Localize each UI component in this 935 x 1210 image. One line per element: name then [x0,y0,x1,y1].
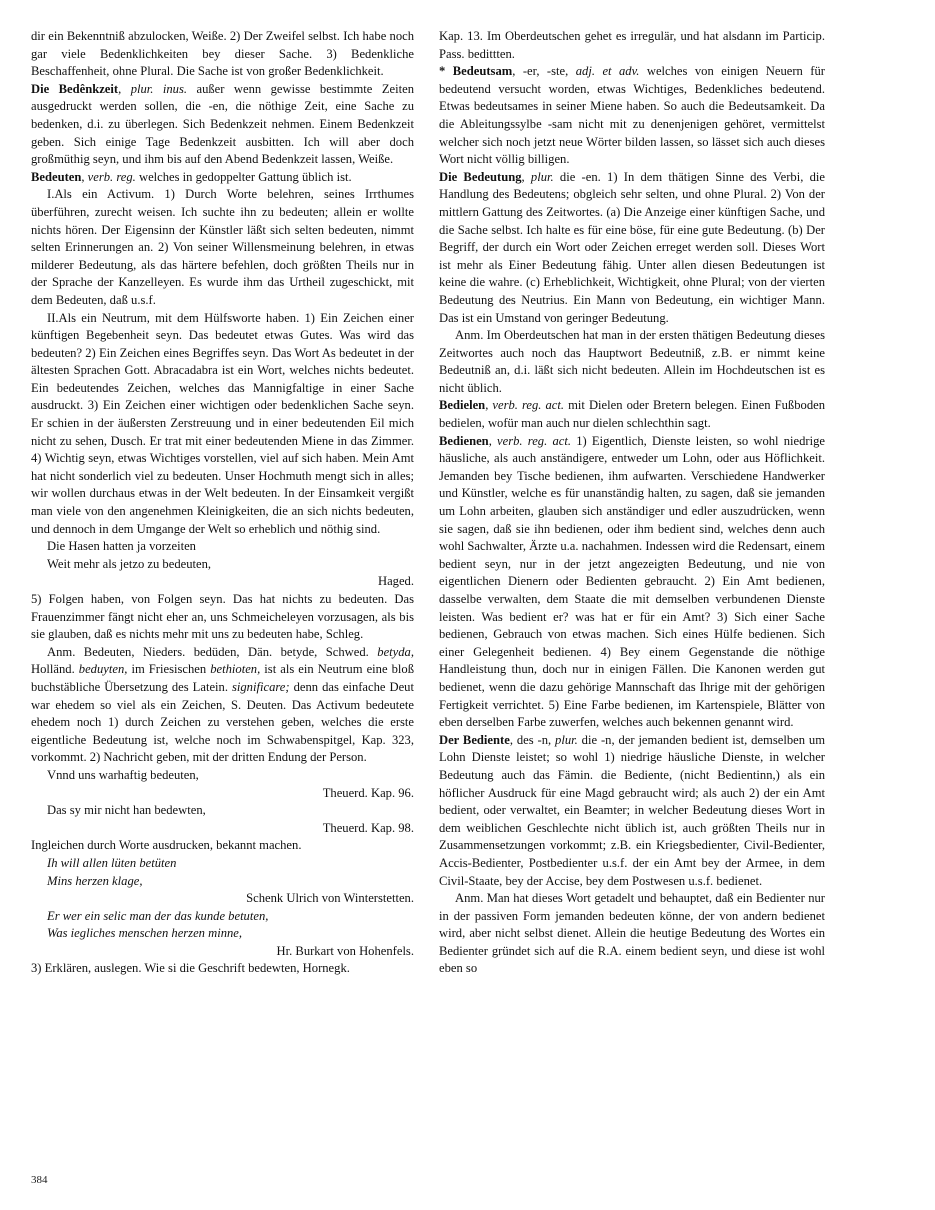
headword: Die Bedeutung [439,169,522,184]
entry-bedeuten: Bedeuten, verb. reg. welches in gedoppelter Gattung üblich ist. [31,169,352,184]
sense-5: 5) Folgen haben, von Folgen seyn. Das hat nichts zu bedeuten. Das Frauenzimmer fängt nicht eher an, uns Schmeicheleyen vorzusagen, als bis sie glauben, daß es nichts mehr mit uns zu bedeuten habe, Schleg. [31,592,414,642]
verse-source: Theuerd. Kap. 98. [322,820,414,835]
verse-line: Das sy mir nicht han bedewten, [47,803,206,818]
left-column [31,28,414,978]
grammar-note: plur. [530,169,554,184]
grammar-note: verb. reg. act. [497,433,571,448]
annotation: Anm. Man hat dieses Wort getadelt und behauptet, daß ein Bedienter nur in der passiven Form jemanden bedeuten könne, der von andern bedienet wird, aber nicht selbst dienet. Allein die heutige Bedeutung des Wortes ein Bedienter gründet sich auf die R.A. einem bedient seyn, und diese ist wohl eben so [439,891,825,976]
entry-bediente [439,732,825,890]
entry-text: 1) Eigentlich, Dienste leisten, so wohl niedrige häusliche, als auch anständigere, entweder um Lohn, oder aus Höflichkeit. Jemanden bey Tische bedienen, ihm aufwarten. Verschiedene Handwerker und Künstler, welche es für unanständig halten, zu sagen, daß sie jemanden um Lohn arbeiten, glauben sich anständiger und edler auszudrücken, wenn sie sagen, daß sie ihn bedienen, oder ihm bedient sind, welches denn auch wohl Sachwalter, Ärzte u.a. nachahmen. Indessen wird die Redensart, einem bedient seyn, nur in der jetzt angezeigten Bedeutung, und nie von eigentlichen Dienern oder Bedienten gebraucht. 2) Ein Amt bedienen, dasselbe verwalten, dem Staate die mit demselben verbundenen Dienste leisten. Was bedient er? was hat er für ein Amt? 3) Sich einer Sache bedienen, Gebrauch von etwas machen. Sich eines Hülfe bedienen. Sich einer Gelegenheit bedienen. 4) Bey einem Gegenstande die nöthige Handleistung thun, doch nur in einigen Fällen. Die Kanonen werden gut bedienet, wenn die dazu gehörige Mannschaft das Ihrige mit der gehörigen Fertigkeit verrichtet. 5) Eine Farbe bedienen, im Kartenspiele, Blätter von eben derselben Farbe zuwerfen, welches auch bekennen genannt wird. [439,433,826,730]
verse-line: Weit mehr als jetzo zu bedeuten, [47,556,212,571]
verse-source: Haged. [377,574,414,589]
grammar-note: verb. reg. [87,169,136,184]
entry-text: die -en. 1) In dem thätigen Sinne des Verbi, die Handlung des Bedeutens; obgleich sehr selten, und ohne Plural. 2) Von der mittlern Gattung des Zeitwortes. (a) Die Anzeige einer künftigen Sache, und die Sache selbst. Ich halte es für eine böse, für eine gute Bedeutung. (b) Der Begriff, der durch ein Wort oder Zeichen erreget werden soll. Dieses Wort ist mehr als Einer Bedeutung fähig. Unter allen diesen Bedeutungen ist keine die wahre. (c) Erheblichkeit, Wichtigkeit, ohne Plural; von der vierten Bedeutung des Neutrius. Ein Mann von Bedeutung, ein wichtiger Mann. Das ist ein Umstand von geringer Bedeutung. [439,169,826,325]
verse-source: Schenk Ulrich von Winterstetten. [246,891,414,906]
verse-line: Die Hasen hatten ja vorzeiten [47,539,196,554]
entry-text: welches von einigen Neuern für bedeutend versucht worden, etwas Wichtiges, Bedenkliches bedeutend. Etwas bedeutsames in seiner Miene haben. So auch die Bedeutsamkeit. Da die Ableitungssylbe -sam nicht mit zu denenjenigen gehöret, vermittelst welcher sich noch jetzt neue Wörter bilden lassen, so lässet sich auch dieses Wort nicht völlig billigen. [439,64,825,167]
headword: Bedeuten [31,169,82,184]
entry-text: welches in gedoppelter Gattung üblich ist. [135,169,352,184]
verse-line: Ih will allen lüten betüten [47,855,177,870]
entry-text: die -n, der jemanden bedient ist, demselben um Lohn Dienste leistet; so wohl 1) niedrige häusliche Dienste, in welcher Bedeutung auch das Fämin. die Bediente, (nicht Bedientinn,) als ein höflicher Ausdruck für eine Magd gebraucht wird; als auch 2) der ein Amt bedient, oder verwaltet, ein Beamter; in welcher Bedeutung dieses Wort in dem weiblichen Geschlechte nicht üblich ist, auch größten Theils nur in Zusammensetzungen vorkommt; z.B. ein Kriegsbedienter, Civil-Bedienter, Accis-Bedienter, Postbedienter u.s.f. der ein Amt bey der Armee, in dem Civil-Staate, bey der Accise, bey dem Postwesen u.s.f. bedienet. [439,732,825,888]
page-number: 384 [31,1174,48,1186]
entry-bedeutung: Die Bedeutung, plur. die -en. 1) In dem thätigen Sinne des Verbi, die Handlung des Bedeutens; obgleich sehr selten, und ohne Plural. 2) Von der mittlern Gattung des Zeitwortes. (a) Die Anzeige einer künftigen Sache, und die Sache selbst. Ich halte es für eine böse, für eine gute Bedeutung. (b) Der Begriff, der durch ein Wort oder Zeichen erreget werden soll. Dieses Wort ist mehr als Einer Bedeutung fähig. Unter allen diesen Bedeutungen ist keine die wahre. (c) Erheblichkeit, Wichtigkeit, ohne Plural; von der vierten Bedeutung des Neutrius. Ein Mann von Bedeutung, ein wichtiger Mann. Das ist ein Umstand von geringer Bedeutung. [439,169,826,325]
verse-line: Er wer ein selic man der das kunde betuten, [47,908,269,923]
word-forms: , -er, -ste, [512,64,576,79]
entry-text: mit Dielen oder Bretern belegen. Einen Fußboden bedielen, wofür man auch nur dielen schlechthin sagt. [439,398,826,431]
grammar-note: adj. et adv. [575,64,640,79]
paragraph: Ingleichen durch Worte ausdrucken, bekannt machen. [31,838,302,853]
paragraph-continuation: dir ein Bekenntniß abzulocken, Weiße. 2) Der Zweifel selbst. Ich habe noch gar viele Bedenklichkeiten bey dieser Sache. 3) Bedenkliche Beschaffenheit, ohne Plural. Die Sache ist von großer Bedenklichkeit. [31,29,414,79]
entry-bedienen: Bedienen, verb. reg. act. 1) Eigentlich, Dienste leisten, so wohl niedrige häusliche, als auch anständigere, entweder um Lohn, oder aus Höflichkeit. Jemanden bey Tische bedienen, ihm aufwarten. Verschiedene Handwerker und Künstler, welche es für unanständig halten, zu sagen, daß sie jemanden um Lohn arbeiten, glauben sich anständiger und edler auszudrücken, wenn sie sagen, daß sie ihn bedienen, oder ihm bedient sind, welches denn auch wohl Sachwalter, Ärzte u.a. nachahmen. Indessen wird die Redensart, einem bedient seyn, nur in der jetzt angezeigten Bedeutung, und nie von eigentlichen Dienern oder Bedienten gebraucht. 2) Ein Amt bedienen, dasselbe verwalten, dem Staate die mit demselben verbundenen Dienste leisten. Was bedient er? was hat er für ein Amt? 3) Sich einer Sache bedienen, Gebrauch von etwas machen. Sich eines Hülfe bedienen. Sich einer Gelegenheit bedienen. 4) Bey einem Gegenstande die nöthige Handleistung thun, doch nur in einigen Fällen. Die Kanonen werden gut bedienet, wenn die dazu gehörige Mannschaft das Ihrige mit der gehörigen Fertigkeit verrichtet. 5) Eine Farbe bedienen, im Kartenspiele, Blätter von eben derselben Farbe zuwerfen, welches auch bekennen genannt wird. [439,433,826,730]
entry-bedeutsam [439,63,825,169]
grammar-note: plur. [555,732,578,747]
headword: * Bedeutsam [439,64,513,79]
sense-activum: I.Als ein Activum. 1) Durch Worte belehren, seines Irrthumes überführen, zurecht weisen. Ich suchte ihn zu bedeuten; allein er wollte nichts hören. Der Eigensinn der Künstler läßt sich selten bedeuten, nimmt selten Erinnerungen an. 2) Von seiner Willensmeinung belehren, in etwas milderer Bedeutung, als das härtere befehlen, doch größten Theils nur in der Sprache der Kanzelleyen. Es wurde ihm das Urtheil zugeschickt, mit dem Bedeuten, daß u.s.f. [31,187,414,307]
sense-3: 3) Erklären, auslegen. Wie si die Geschrift bedewten, Hornegk. [31,961,350,976]
verse-source: Hr. Burkart von Hohenfels. [276,943,414,958]
headword: Bedienen [439,433,489,448]
right-column [439,28,825,978]
entry-text: außer wenn gewisse bestimmte Zeiten ausgedruckt werden sollen, die -en, die nöthige Zeit, eine Sache zu bedenken, d.i. zu überlegen. Sich Bedenkzeit nehmen. Einem Bedenkzeit geben. Sich einige Tage Bedenkzeit ausbitten. Ich will aber doch großmüthig seyn, und ihm bis auf den Abend Bedenkzeit lassen, Weiße. [31,81,414,167]
grammar-note: plur. inus. [130,81,188,96]
entry-bedielen: Bedielen, verb. reg. act. mit Dielen oder Bretern belegen. Einen Fußboden bedielen, wofür man auch nur dielen schlechthin sagt. [439,398,826,431]
grammar-note: verb. reg. act. [492,398,565,413]
headword: Der Bediente [439,732,510,747]
entry-bedenkzeit: Die Bedênkzeit, plur. inus. außer wenn gewisse bestimmte Zeiten ausgedruckt werden sollen, die -en, die nöthige Zeit, eine Sache zu bedenken, d.i. zu überlegen. Sich Bedenkzeit nehmen. Einem Bedenkzeit geben. Sich einige Tage Bedenkzeit ausbitten. Ich will aber doch großmüthig seyn, und ihm bis auf den Abend Bedenkzeit lassen, Weiße. [31,81,414,167]
annotation: Anm. Bedeuten, Nieders. bedüden, Dän. betyde, Schwed. betyda, Holländ. beduyten, im Friesischen bethioten, ist als ein Neutrum eine bloß buchstäbliche Übersetzung des Latein. significare; denn das einfache Deut war ehedem so viel als ein Zeichen, S. Deuten. Das Activum bedeutete ehedem noch 1) durch Zeichen zu verstehen geben, welches die erste eigentliche Bedeutung ist, welche noch im Schwabenspitgel, Kap. 323, vorkommt. 2) Nachricht geben, mit der dritten Endung der Person. [31,644,415,765]
headword: Die Bedênkzeit [31,81,119,96]
verse-source: Theuerd. Kap. 96. [322,785,414,800]
verse-line: Vnnd uns warhaftig bedeuten, [47,767,199,782]
verse-line: Was iegliches menschen herzen minne, [47,926,243,941]
word-forms: , des -n, [509,732,556,747]
paragraph-continuation: Kap. 13. Im Oberdeutschen gehet es irregulär, und hat alsdann im Particip. Pass. bedittten. [439,29,825,61]
annotation: Anm. Im Oberdeutschen hat man in der ersten thätigen Bedeutung dieses Zeitwortes auch noch das Hauptwort Bedeutniß, z.B. er nimmt keine Bedeutniß an, d.i. läßt sich nicht bedeuten. Allein im Hochdeutschen ist es nicht üblich. [439,328,825,395]
verse-line: Mins herzen klage, [47,873,143,888]
headword: Bedielen [439,398,486,413]
sense-neutrum: II.Als ein Neutrum, mit dem Hülfsworte haben. 1) Ein Zeichen einer künftigen Begebenheit seyn. Das bedeutet etwas Gutes. Was wird das bedeuten? 2) Ein Zeichen eines Begriffes seyn. Das Wort As bedeutet in der ältesten Sprachen Gott. Abracadabra ist ein Wort, welches nichts bedeutet. Ein bedeutendes Zeichen, welches das Mannigfaltige in einer Sache ausdruckt. 3) Ein Zeichen einer wichtigen oder bedenklichen Sache seyn. Er schien in der äußersten Zerstreuung und in einer bedeutenden Eil mich nicht zu sehen, Dusch. Er trat mit einer bedeutenden Miene in das Zimmer. 4) Wichtig seyn, etwas Wichtiges vorstellen, viel auf sich haben. Mein Amt hat nicht sonderlich viel zu bedeuten. Unser Hochmuth mengt sich in alles; wir wollen durchaus etwas in der Welt bedeuten. In der Einsamkeit vergißt man viele von den angenehmen Kleinigkeiten, die an sich nichts bedeuten, und dennoch in dem Umgange der Welt so erheblich und nöthig sind. [31,310,414,536]
